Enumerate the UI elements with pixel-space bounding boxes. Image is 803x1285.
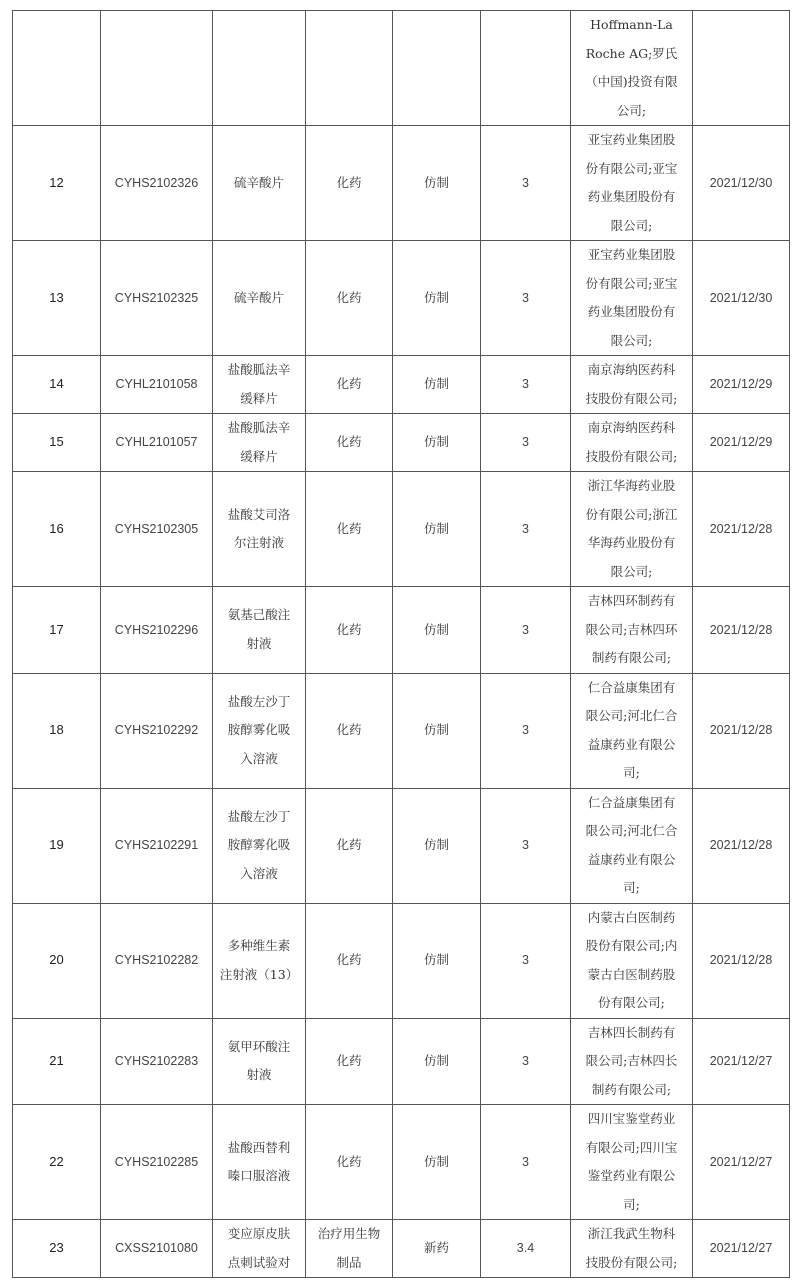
registration-type-cell: 仿制 (393, 1018, 481, 1105)
acceptance-number-cell: CYHS2102282 (101, 903, 213, 1018)
drug-name-cell: 氨基己酸注 射液 (213, 587, 306, 674)
registration-type-cell: 仿制 (393, 126, 481, 241)
company-cell: 四川宝鉴堂药业 有限公司;四川宝 鉴堂药业有限公 司; (571, 1105, 693, 1220)
drug-type-cell: 治疗用生物 制品 (306, 1220, 393, 1278)
drug-name-cell: 变应原皮肤 点刺试验对 (213, 1220, 306, 1278)
registration-class-cell: 3.4 (481, 1220, 571, 1278)
seq-cell: 14 (13, 356, 101, 414)
registration-class-cell: 3 (481, 472, 571, 587)
acceptance-number-cell: CXSS2101080 (101, 1220, 213, 1278)
registration-type-cell (393, 11, 481, 126)
acceptance-number-cell: CYHS2102325 (101, 241, 213, 356)
date-cell: 2021/12/29 (693, 356, 790, 414)
company-cell: 亚宝药业集团股 份有限公司;亚宝 药业集团股份有 限公司; (571, 241, 693, 356)
drug-name-cell: 氨甲环酸注 射液 (213, 1018, 306, 1105)
table-row (13, 241, 790, 356)
drug-type-cell: 化药 (306, 126, 393, 241)
acceptance-number-cell: CYHS2102283 (101, 1018, 213, 1105)
company-cell: 南京海纳医药科 技股份有限公司; (571, 356, 693, 414)
acceptance-number-cell: CYHS2102296 (101, 587, 213, 674)
registration-class-cell: 3 (481, 414, 571, 472)
company-cell: 仁合益康集团有 限公司;河北仁合 益康药业有限公 司; (571, 788, 693, 903)
registration-class-cell: 3 (481, 673, 571, 788)
acceptance-number-cell: CYHS2102292 (101, 673, 213, 788)
acceptance-number-cell (101, 11, 213, 126)
registration-type-cell: 仿制 (393, 903, 481, 1018)
date-cell: 2021/12/28 (693, 903, 790, 1018)
company-cell: 吉林四长制药有 限公司;吉林四长 制药有限公司; (571, 1018, 693, 1105)
seq-cell: 20 (13, 903, 101, 1018)
registration-type-cell: 仿制 (393, 414, 481, 472)
drug-type-cell: 化药 (306, 472, 393, 587)
registration-type-cell: 新药 (393, 1220, 481, 1278)
table-row (13, 788, 790, 903)
date-cell: 2021/12/27 (693, 1105, 790, 1220)
seq-cell: 13 (13, 241, 101, 356)
acceptance-number-cell: CYHL2101058 (101, 356, 213, 414)
date-cell (693, 11, 790, 126)
registration-class-cell (481, 11, 571, 126)
company-cell: 内蒙古白医制药 股份有限公司;内 蒙古白医制药股 份有限公司; (571, 903, 693, 1018)
acceptance-number-cell: CYHS2102285 (101, 1105, 213, 1220)
drug-name-cell: 盐酸西替利 嗪口服溶液 (213, 1105, 306, 1220)
company-cell: 吉林四环制药有 限公司;吉林四环 制药有限公司; (571, 587, 693, 674)
acceptance-number-cell: CYHL2101057 (101, 414, 213, 472)
registration-class-cell: 3 (481, 241, 571, 356)
company-cell: 南京海纳医药科 技股份有限公司; (571, 414, 693, 472)
drug-name-cell: 盐酸艾司洛 尔注射液 (213, 472, 306, 587)
registration-type-cell: 仿制 (393, 587, 481, 674)
acceptance-number-cell: CYHS2102291 (101, 788, 213, 903)
date-cell: 2021/12/28 (693, 673, 790, 788)
registration-type-cell: 仿制 (393, 356, 481, 414)
seq-cell: 12 (13, 126, 101, 241)
registration-type-cell: 仿制 (393, 241, 481, 356)
registration-type-cell: 仿制 (393, 673, 481, 788)
seq-cell: 19 (13, 788, 101, 903)
date-cell: 2021/12/29 (693, 414, 790, 472)
acceptance-number-cell: CYHS2102326 (101, 126, 213, 241)
table-row (13, 472, 790, 587)
company-cell: Hoffmann-La Roche AG;罗氏 （中国)投资有限 公司; (571, 11, 693, 126)
company-cell: 浙江华海药业股 份有限公司;浙江 华海药业股份有 限公司; (571, 472, 693, 587)
table-row (13, 673, 790, 788)
company-cell: 仁合益康集团有 限公司;河北仁合 益康药业有限公 司; (571, 673, 693, 788)
drug-type-cell: 化药 (306, 673, 393, 788)
drug-type-cell: 化药 (306, 241, 393, 356)
seq-cell (13, 11, 101, 126)
drug-type-cell: 化药 (306, 1018, 393, 1105)
date-cell: 2021/12/28 (693, 587, 790, 674)
drug-type-cell: 化药 (306, 1105, 393, 1220)
registration-class-cell: 3 (481, 587, 571, 674)
drug-type-cell: 化药 (306, 788, 393, 903)
seq-cell: 17 (13, 587, 101, 674)
registration-type-cell: 仿制 (393, 788, 481, 903)
seq-cell: 22 (13, 1105, 101, 1220)
table-row (13, 587, 790, 674)
drug-name-cell: 盐酸胍法辛 缓释片 (213, 356, 306, 414)
date-cell: 2021/12/30 (693, 126, 790, 241)
drug-type-cell: 化药 (306, 356, 393, 414)
table-row (13, 414, 790, 472)
registration-type-cell: 仿制 (393, 472, 481, 587)
drug-name-cell (213, 11, 306, 126)
drug-registration-table (12, 10, 790, 1278)
registration-class-cell: 3 (481, 356, 571, 414)
registration-class-cell: 3 (481, 1018, 571, 1105)
registration-class-cell: 3 (481, 1105, 571, 1220)
drug-name-cell: 盐酸左沙丁 胺醇雾化吸 入溶液 (213, 673, 306, 788)
table-row (13, 11, 790, 126)
seq-cell: 18 (13, 673, 101, 788)
table-row (13, 1105, 790, 1220)
drug-name-cell: 盐酸胍法辛 缓释片 (213, 414, 306, 472)
drug-type-cell: 化药 (306, 414, 393, 472)
table-row (13, 1220, 790, 1278)
date-cell: 2021/12/30 (693, 241, 790, 356)
seq-cell: 21 (13, 1018, 101, 1105)
date-cell: 2021/12/28 (693, 472, 790, 587)
company-cell: 浙江我武生物科 技股份有限公司; (571, 1220, 693, 1278)
seq-cell: 23 (13, 1220, 101, 1278)
date-cell: 2021/12/27 (693, 1018, 790, 1105)
date-cell: 2021/12/27 (693, 1220, 790, 1278)
drug-name-cell: 硫辛酸片 (213, 241, 306, 356)
table-row (13, 126, 790, 241)
drug-name-cell: 盐酸左沙丁 胺醇雾化吸 入溶液 (213, 788, 306, 903)
drug-type-cell (306, 11, 393, 126)
drug-type-cell: 化药 (306, 903, 393, 1018)
registration-class-cell: 3 (481, 788, 571, 903)
drug-type-cell: 化药 (306, 587, 393, 674)
drug-name-cell: 多种维生素 注射液（13） (213, 903, 306, 1018)
table-row (13, 356, 790, 414)
drug-name-cell: 硫辛酸片 (213, 126, 306, 241)
table-row (13, 1018, 790, 1105)
table-row (13, 903, 790, 1018)
registration-type-cell: 仿制 (393, 1105, 481, 1220)
company-cell: 亚宝药业集团股 份有限公司;亚宝 药业集团股份有 限公司; (571, 126, 693, 241)
registration-class-cell: 3 (481, 903, 571, 1018)
acceptance-number-cell: CYHS2102305 (101, 472, 213, 587)
seq-cell: 16 (13, 472, 101, 587)
seq-cell: 15 (13, 414, 101, 472)
registration-class-cell: 3 (481, 126, 571, 241)
date-cell: 2021/12/28 (693, 788, 790, 903)
